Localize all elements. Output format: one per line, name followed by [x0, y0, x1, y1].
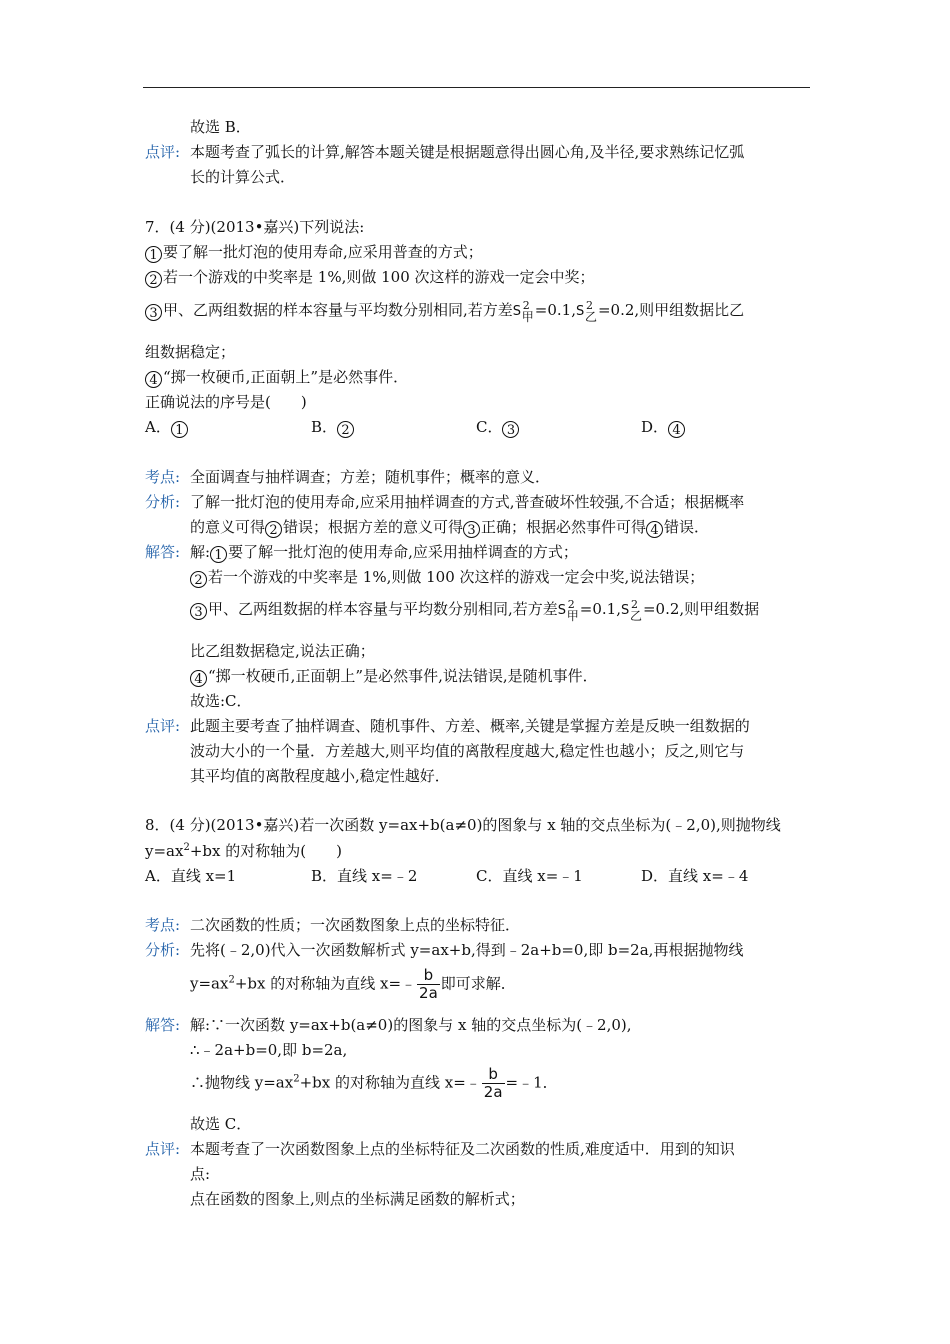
q7-fenxi-2: 的意义可得 2 错误；根据方差的意义可得 3 正确；根据必然事件可得 4 错误．	[190, 518, 710, 538]
variance-jia: S 2 甲	[557, 598, 579, 623]
q7-option-d: D． 4	[641, 418, 686, 438]
q8-option-b: B．直线 x=﹣2	[311, 867, 418, 885]
variance-yi: S 2 乙	[575, 299, 597, 324]
q8-option-d: D．直线 x=﹣4	[641, 867, 749, 885]
q7-statement-2-text: 若一个游戏的中奖率是 1%,则做 100 次这样的游戏一定会中奖；	[163, 268, 595, 286]
q8-dianping-2: 点:	[190, 1165, 211, 1183]
q7-statement-3-text: 甲、乙两组数据的样本容量与平均数分别相同,若方差	[163, 301, 513, 319]
variance-jia: S 2 甲	[512, 299, 534, 324]
q8-dianping-label: 点评:	[145, 1140, 181, 1158]
q7-jieda-4: 4 “掷一枚硬币,正面朝上”是必然事件,说法错误,是随机事件．	[190, 667, 598, 687]
q8-dianping-3: 点在函数的图象上,则点的坐标满足函数的解析式；	[190, 1190, 525, 1208]
q7-fenxi-label: 分析:	[145, 493, 181, 511]
q7-option-b: B． 2	[311, 418, 355, 438]
circled-number-4: 4	[190, 670, 207, 687]
q7-dianping-3: 其平均值的离散程度越小,稳定性越好．	[190, 767, 450, 785]
q7-statement-2	[145, 268, 595, 288]
q7-dianping-label: 点评:	[145, 717, 181, 735]
q8-jieda-1: 解:∵一次函数 y=ax+b(a≠0)的图象与 x 轴的交点坐标为(﹣2,0),	[190, 1016, 632, 1034]
q7-jieda-label: 解答:	[145, 543, 181, 561]
q8-option-c: C．直线 x=﹣1	[476, 867, 583, 885]
comment-label: 点评:	[145, 143, 181, 161]
header-rule	[143, 87, 810, 88]
choose-b: 故选 B．	[190, 118, 251, 136]
q7-jieda-3-cont: 比乙组数据稳定,说法正确；	[190, 642, 375, 660]
q7-fenxi-1: 了解一批灯泡的使用寿命,应采用抽样调查的方式,普查破坏性较强,不合适；根据概率	[190, 493, 745, 511]
q8-fenxi-2: $y=ax^2+bx$ 的对称轴为直线 x=﹣ $\frac{b}{2a}$ 即可求解．	[190, 966, 516, 1002]
circled-number-1: 1	[171, 421, 188, 438]
q7-statement-3	[145, 299, 745, 324]
q7-stem: 正确说法的序号是( )	[145, 393, 307, 411]
q7-statement-4	[145, 368, 408, 388]
q7-option-c: C． 3	[476, 418, 520, 438]
circled-number-3: 3	[145, 304, 162, 321]
variance-yi: S 2 乙	[620, 598, 642, 623]
circled-number-2: 2	[190, 571, 207, 588]
q7-statement-4-text: “掷一枚硬币,正面朝上”是必然事件．	[163, 368, 409, 386]
fraction-b-over-2a: $\frac{b}{2a}$	[483, 1065, 503, 1101]
q8-fenxi-1: 先将(﹣2,0)代入一次函数解析式 y=ax+b,得到﹣2a+b=0,即 b=2a,再根据抛物线	[190, 941, 744, 959]
circled-number-4: 4	[646, 521, 663, 538]
circled-number-4: 4	[668, 421, 685, 438]
q7-statement-1	[145, 243, 483, 263]
q8-header: 8．(4 分)(2013•嘉兴)若一次函数 y=ax+b(a≠0)的图象与 x 轴的交点坐标为(﹣2,0),则抛物线	[145, 816, 781, 834]
q8-fenxi-label: 分析:	[145, 941, 181, 959]
q7-dianping-1: 此题主要考查了抽样调查、随机事件、方差、概率,关键是掌握方差是反映一组数据的	[190, 717, 750, 735]
q7-kaodian: 全面调查与抽样调查；方差；随机事件；概率的意义．	[190, 468, 551, 486]
q7-jieda-2: 2 若一个游戏的中奖率是 1%,则做 100 次这样的游戏一定会中奖,说法错误；	[190, 568, 704, 588]
fraction-b-over-2a: $\frac{b}{2a}$	[419, 966, 438, 1002]
q7-choose: 故选:C．	[190, 692, 252, 710]
q7-dianping-2: 波动大小的一个量．方差越大,则平均值的离散程度越大,稳定性也越小；反之,则它与	[190, 742, 745, 760]
circled-number-1: 1	[210, 546, 227, 563]
circled-number-4: 4	[145, 371, 162, 388]
comment-line-1: 本题考查了弧长的计算,解答本题关键是根据题意得出圆心角,及半径,要求熟练记忆弧	[190, 143, 745, 161]
circled-number-3: 3	[463, 521, 480, 538]
circled-number-3: 3	[190, 603, 207, 620]
q7-jieda-3: 3 甲、乙两组数据的样本容量与平均数分别相同,若方差 S 2 甲 =0.1, S 2 乙 =0.2,则甲组数据	[190, 600, 759, 620]
q8-header-2: $y=ax^2+bx$ 的对称轴为( )	[145, 842, 342, 860]
q8-jieda-label: 解答:	[145, 1016, 181, 1034]
circled-number-2: 2	[145, 271, 162, 288]
q8-jieda-2: ∴﹣2a+b=0,即 b=2a,	[190, 1041, 348, 1059]
q7-option-a: A． 1	[145, 418, 189, 438]
comment-line-2: 长的计算公式．	[190, 168, 296, 186]
q8-kaodian-label: 考点:	[145, 916, 181, 934]
q8-jieda-3: ∴抛物线 $y=ax^2+bx$ 的对称轴为直线 x=﹣ $\frac{b}{2a}$ =﹣1．	[190, 1065, 558, 1101]
circled-number-2: 2	[265, 521, 282, 538]
q8-kaodian: 二次函数的性质；一次函数图象上点的坐标特征．	[190, 916, 521, 934]
circled-number-3: 3	[502, 421, 519, 438]
q7-jieda-1: 解: 1 要了解一批灯泡的使用寿命,应采用抽样调查的方式；	[190, 543, 578, 563]
circled-number-1: 1	[145, 246, 162, 263]
q7-kaodian-label: 考点:	[145, 468, 181, 486]
q7-header: 7．(4 分)(2013•嘉兴)下列说法:	[145, 218, 365, 236]
q8-dianping-1: 本题考查了一次函数图象上点的坐标特征及二次函数的性质,难度适中．用到的知识	[190, 1140, 735, 1158]
variance-jia-value: =0.1,	[534, 301, 576, 319]
q7-statement-1-text: 要了解一批灯泡的使用寿命,应采用普查的方式；	[163, 243, 483, 261]
circled-number-2: 2	[337, 421, 354, 438]
q7-statement-3-cont: 组数据稳定；	[145, 343, 236, 361]
q8-option-a: A．直线 x=1	[145, 867, 237, 885]
variance-yi-value: =0.2,则甲组数据比乙	[597, 301, 745, 319]
q8-choose: 故选 C．	[190, 1115, 252, 1133]
